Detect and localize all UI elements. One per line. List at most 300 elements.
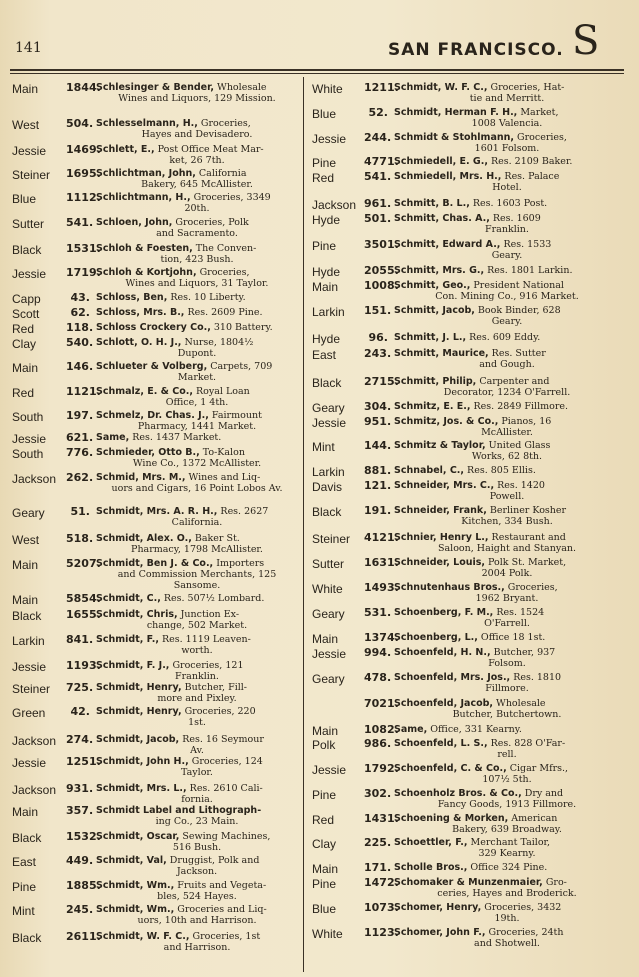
phone-number: 144.	[364, 439, 392, 452]
entry-line2: Fancy Goods, 1913 Fillmore.	[437, 799, 577, 810]
entry-text	[96, 756, 298, 778]
phone-number: 1211.	[364, 81, 399, 94]
entry-line1: Carpenter and	[476, 376, 550, 387]
entry-line1: Post Office Meat Mar-	[154, 144, 264, 155]
phone-number: 151.	[364, 304, 392, 317]
entry-line2: 20th.	[184, 203, 210, 214]
entry-line1: Importers	[213, 558, 265, 569]
entry-line1: Res. 1533	[500, 239, 552, 250]
exchange-name: Jessie	[312, 132, 347, 146]
entry-line2: Dupont.	[177, 348, 217, 359]
directory-entry	[308, 759, 628, 785]
phone-number: 1493.	[364, 581, 399, 594]
entry-text	[96, 880, 298, 902]
entry-line2: and Commission Merchants, 125 Sansome.	[117, 569, 277, 591]
subscriber-name: Schmidt, Wm.,	[96, 880, 175, 891]
exchange-name: Blue	[312, 107, 337, 121]
directory-entry	[308, 128, 628, 154]
phone-number: 1695.	[66, 167, 101, 180]
entry-text	[96, 432, 298, 443]
exchange-name: Jessie	[12, 267, 47, 281]
phone-number: 43.	[70, 291, 90, 304]
phone-number: 541.	[364, 170, 392, 183]
entry-text	[96, 361, 298, 383]
subscriber-name: Schmitt, J. L.,	[394, 332, 467, 343]
entry-line2: more and Pixley.	[157, 693, 237, 704]
entry-line1: Res. 609 Eddy.	[466, 332, 541, 343]
entry-line2: Jackson.	[176, 866, 218, 877]
exchange-name: Geary	[12, 506, 45, 520]
exchange-name: Jackson	[12, 472, 57, 486]
phone-number: 931.	[66, 782, 94, 795]
entry-line1: Groceries, Polk	[172, 217, 249, 228]
subscriber-name: Schoenfeld, C. & Co.,	[394, 763, 507, 774]
exchange-name: Red	[312, 171, 335, 185]
subscriber-name: Schlesselmann, H.,	[96, 118, 198, 129]
entry-text	[394, 763, 620, 785]
phone-number: 961.	[364, 197, 392, 210]
entry-line2: Av.	[190, 745, 204, 756]
entry-line1: Res. 1524	[493, 607, 545, 618]
subscriber-name: Schmitt, Chas. A.,	[394, 213, 490, 224]
directory-entry	[308, 412, 628, 438]
entry-line1: Market,	[517, 107, 559, 118]
entry-line2: 2004 Polk.	[481, 568, 533, 579]
entry-line1: California	[195, 168, 247, 179]
entry-line1: Res. 2609 Pine.	[184, 307, 263, 318]
directory-entry	[308, 476, 628, 502]
exchange-name: Main	[12, 593, 39, 607]
entry-line1: Groceries, 1st	[189, 931, 261, 942]
directory-entry	[8, 630, 300, 656]
directory-entry	[308, 209, 628, 235]
phone-number: 357.	[66, 804, 94, 817]
exchange-name: Scott	[12, 307, 40, 321]
subscriber-name: Schlueter & Volberg,	[96, 361, 208, 372]
entry-line1: Restaurant and	[488, 532, 566, 543]
directory-entry	[308, 301, 628, 327]
entry-text	[394, 557, 620, 579]
entry-line1: Royal Loan	[192, 386, 250, 397]
phone-number: 2715.	[364, 375, 399, 388]
entry-text	[96, 634, 298, 656]
entry-line1: Wholesale	[214, 82, 267, 93]
exchange-name: Hyde	[312, 213, 341, 227]
entry-text	[96, 217, 298, 239]
entry-line2: change, 502 Market.	[146, 620, 248, 631]
phone-number: 118.	[66, 321, 94, 334]
entry-line1: Gro-	[542, 877, 567, 888]
entry-line1: Groceries,	[196, 267, 250, 278]
entry-text	[394, 698, 620, 720]
entry-line1: The Conven-	[192, 243, 257, 254]
entry-line1: Fairmount	[208, 410, 262, 421]
directory-entry	[308, 923, 628, 949]
phone-number: 51.	[70, 505, 90, 518]
entry-text	[96, 292, 298, 303]
entry-line1: Groceries, 24th	[485, 927, 564, 938]
entry-text	[394, 837, 620, 859]
directory-entry	[8, 851, 300, 877]
phone-number: 197.	[66, 409, 94, 422]
exchange-name: Red	[312, 813, 335, 827]
entry-line1: Res. 10 Liberty.	[167, 292, 246, 303]
phone-number: 274.	[66, 733, 94, 746]
entry-text	[394, 132, 620, 154]
subscriber-name: Schmid, Mrs. M.,	[96, 472, 186, 483]
phone-number: 304.	[364, 400, 392, 413]
directory-entry	[8, 752, 300, 778]
entry-text	[96, 533, 298, 555]
directory-entry	[308, 372, 628, 398]
subscriber-name: Schmitz, E. E.,	[394, 401, 471, 412]
subscriber-name: Schomaker & Munzenmaier,	[394, 877, 543, 888]
subscriber-name: Schmidt, Oscar,	[96, 831, 180, 842]
section-letter: S	[572, 18, 600, 64]
entry-text	[394, 440, 620, 462]
entry-line2: tion, 423 Bush.	[160, 254, 234, 265]
directory-entry	[8, 554, 300, 591]
phone-number: 52.	[368, 106, 388, 119]
exchange-name: Jessie	[12, 660, 47, 674]
entry-text	[96, 593, 298, 604]
entry-line2: Pharmacy, 1441 Market.	[137, 421, 257, 432]
entry-line2: Powell.	[489, 491, 525, 502]
directory-entry	[8, 900, 300, 926]
phone-number: 1844.	[66, 81, 101, 94]
entry-line2: Taylor.	[181, 767, 213, 778]
phone-number: 1112.	[66, 191, 101, 204]
phone-number: 146.	[66, 360, 94, 373]
directory-entry	[8, 357, 300, 383]
subscriber-name: Schmidt, F.,	[96, 634, 159, 645]
entry-line1: American	[508, 813, 558, 824]
subscriber-name: Schmidt & Stohlmann,	[394, 132, 515, 143]
phone-number: 841.	[66, 633, 94, 646]
subscriber-name: Schmidt, C.,	[96, 593, 161, 604]
phone-number: 1885.	[66, 879, 101, 892]
entry-line2: fornia.	[181, 794, 213, 805]
subscriber-name: Schmidt, Ben J. & Co.,	[96, 558, 214, 569]
entry-text	[394, 480, 620, 502]
phone-number: 994.	[364, 646, 392, 659]
exchange-name: Polk	[312, 738, 336, 752]
entry-line1: Groceries, 121	[169, 660, 244, 671]
phone-number: 1123.	[364, 926, 399, 939]
exchange-name: Main	[312, 280, 339, 294]
phone-number: 776.	[66, 446, 94, 459]
subscriber-name: Scholle Bros.,	[394, 862, 468, 873]
entry-text	[394, 239, 620, 261]
exchange-name: East	[312, 348, 337, 362]
exchange-name: Black	[12, 609, 42, 623]
entry-line2: 1601 Folsom.	[474, 143, 540, 154]
directory-entry	[308, 694, 628, 720]
exchange-name: Pine	[312, 788, 337, 802]
phone-number: 96.	[368, 331, 388, 344]
phone-number: 7021.	[364, 697, 399, 710]
entry-text	[394, 332, 620, 343]
entry-line1: To-Kalon	[199, 447, 245, 458]
entry-line2: 516 Bush.	[172, 842, 222, 853]
directory-entry	[308, 78, 628, 104]
entry-line2: Works, 62 8th.	[471, 451, 543, 462]
phone-number: 1374.	[364, 631, 399, 644]
entry-text	[96, 243, 298, 265]
subscriber-name: Schneider, Mrs. C.,	[394, 480, 495, 491]
subscriber-name: Schoenfeld, L. S.,	[394, 738, 488, 749]
phone-number: 1719.	[66, 266, 101, 279]
entry-line2: McAllister.	[481, 427, 533, 438]
exchange-name: Black	[312, 376, 342, 390]
entry-line1: Res. 828 O'Far-	[487, 738, 566, 749]
entry-line1: Res. Sutter	[488, 348, 546, 359]
phone-number: 501.	[364, 212, 392, 225]
subscriber-name: Schmidt, Wm.,	[96, 904, 175, 915]
phone-number: 621.	[66, 431, 94, 444]
directory-entry	[8, 443, 300, 469]
entry-line2: tie and Merritt.	[469, 93, 545, 104]
exchange-name: Clay	[312, 837, 337, 851]
entry-text	[394, 647, 620, 669]
entry-text	[96, 831, 298, 853]
subscriber-name: Schloen, John,	[96, 217, 173, 228]
entry-line2: ceries, Hayes and Broderick.	[437, 888, 577, 899]
exchange-name: South	[12, 447, 44, 461]
entry-line2: Wine Co., 1372 McAllister.	[132, 458, 262, 469]
exchange-name: Geary	[312, 672, 345, 686]
entry-line1: Wholesale	[493, 698, 546, 709]
entry-text	[96, 682, 298, 704]
entry-line1: Res. 2849 Fillmore.	[470, 401, 569, 412]
subscriber-name: Schmitt, Mrs. G.,	[394, 265, 485, 276]
entry-line2: Bakery, 645 McAllister.	[141, 179, 253, 190]
entry-text	[96, 506, 298, 528]
subscriber-name: Schoenberg, L.,	[394, 632, 478, 643]
entry-text	[394, 82, 620, 104]
entry-line1: Groceries,	[197, 118, 251, 129]
entry-text	[394, 465, 620, 476]
exchange-name: White	[312, 82, 343, 96]
phone-number: 302.	[364, 787, 392, 800]
entry-text	[394, 348, 620, 370]
directory-entry	[308, 167, 628, 193]
entry-line1: 310 Battery.	[210, 322, 273, 333]
directory-entry	[308, 734, 628, 760]
directory-entry	[8, 188, 300, 214]
entry-line1: Pianos, 16	[498, 416, 552, 427]
entry-text	[96, 609, 298, 631]
exchange-name: Mint	[12, 904, 35, 918]
subscriber-name: Schoenfeld, Mrs. Jos.,	[394, 672, 511, 683]
entry-line1: Res. 1420	[494, 480, 545, 491]
exchange-name: Steiner	[312, 532, 351, 546]
subscriber-name: Schmidt, Mrs. A. R. H.,	[96, 506, 218, 517]
directory-entry	[308, 603, 628, 629]
entry-line2: Decorator, 1234 O'Farrell.	[443, 387, 571, 398]
subscriber-name: Schloh & Kortjohn,	[96, 267, 197, 278]
exchange-name: Jessie	[12, 144, 47, 158]
entry-text	[394, 532, 620, 554]
subscriber-name: Schomer, John F.,	[394, 927, 486, 938]
directory-entry	[308, 668, 628, 694]
exchange-name: Pine	[312, 239, 337, 253]
entry-text	[394, 305, 620, 327]
subscriber-name: Schmelz, Dr. Chas. J.,	[96, 410, 209, 421]
subscriber-name: Schoenberg, F. M.,	[394, 607, 494, 618]
entry-line2: Saloon, Haight and Stanyan.	[438, 543, 576, 554]
entry-line2: bles, 524 Hayes.	[157, 891, 237, 902]
subscriber-name: Schlichtmann, H.,	[96, 192, 191, 203]
entry-line1: Polk St. Market,	[485, 557, 567, 568]
phone-number: 449.	[66, 854, 94, 867]
exchange-name: Capp	[12, 292, 41, 306]
subscriber-name: Schoening & Morken,	[394, 813, 509, 824]
entry-text	[96, 386, 298, 408]
entry-text	[96, 267, 298, 289]
entry-line1: Res. 2610 Cali-	[186, 783, 263, 794]
entry-line2: Fillmore.	[485, 683, 529, 694]
entry-line2: Butcher, Butchertown.	[452, 709, 562, 720]
exchange-name: Main	[12, 558, 39, 572]
entry-line1: Berliner Kosher	[486, 505, 567, 516]
exchange-name: Main	[12, 805, 39, 819]
entry-text	[96, 706, 298, 728]
entry-line2: and Gough.	[479, 359, 535, 370]
entry-line1: Nurse, 1804½	[181, 337, 254, 348]
phone-number: 1073.	[364, 901, 399, 914]
directory-entry	[308, 501, 628, 527]
subscriber-name: Schloss, Ben,	[96, 292, 168, 303]
exchange-name: Geary	[312, 607, 345, 621]
entry-line1: Res. 805 Ellis.	[464, 465, 536, 476]
entry-line1: Fruits and Vegeta-	[174, 880, 267, 891]
directory-entry	[308, 873, 628, 899]
entry-text	[394, 927, 620, 949]
phone-number: 5854.	[66, 592, 101, 605]
entry-text	[394, 788, 620, 810]
entry-line1: Res. Palace	[501, 171, 560, 182]
exchange-name: Black	[12, 243, 42, 257]
entry-line2: worth.	[181, 645, 213, 656]
entry-line1: Butcher, 937	[490, 647, 556, 658]
exchange-name: Pine	[312, 877, 337, 891]
entry-line2: Wines and Liquors, 129 Mission.	[118, 93, 276, 104]
entry-text	[394, 156, 620, 167]
subscriber-name: Schlichtman, John,	[96, 168, 196, 179]
subscriber-name: Schmidt, John H.,	[96, 756, 189, 767]
entry-text	[96, 931, 298, 953]
phone-number: 42.	[70, 705, 90, 718]
phone-number: 1008.	[364, 279, 399, 292]
exchange-name: Main	[12, 82, 39, 96]
entry-line2: 329 Kearny.	[478, 848, 536, 859]
exchange-name: Blue	[12, 192, 37, 206]
entry-line1: Groceries,	[514, 132, 567, 143]
subscriber-name: Schlott, O. H. J.,	[96, 337, 182, 348]
phone-number: 1082.	[364, 723, 399, 736]
entry-text	[394, 877, 620, 899]
directory-entry	[308, 436, 628, 462]
entry-line2: Geary.	[491, 316, 523, 327]
entry-text	[394, 672, 620, 694]
subscriber-name: Schmidt, Alex. O.,	[96, 533, 192, 544]
exchange-name: East	[12, 855, 37, 869]
entry-text	[96, 82, 298, 104]
subscriber-name: Schmidt, W. F. C.,	[96, 931, 190, 942]
exchange-name: White	[312, 582, 343, 596]
directory-entry	[8, 678, 300, 704]
exchange-name: Jessie	[312, 647, 347, 661]
directory-entry	[8, 529, 300, 555]
directory-entry	[8, 801, 300, 827]
phone-number: 986.	[364, 737, 392, 750]
entry-line1: Groceries, 3349	[190, 192, 271, 203]
entry-text	[96, 855, 298, 877]
subscriber-name: Schmitt, B. L.,	[394, 198, 470, 209]
phone-number: 540.	[66, 336, 94, 349]
entry-line2: Office, 1 4th.	[165, 397, 229, 408]
phone-number: 951.	[364, 415, 392, 428]
directory-entry	[8, 702, 300, 728]
phone-number: 2055.	[364, 264, 399, 277]
entry-line2: 19th.	[494, 913, 520, 924]
exchange-name: Main	[12, 361, 39, 375]
directory-entry	[8, 213, 300, 239]
subscriber-name: Schmitt, Philip,	[394, 376, 477, 387]
subscriber-name: Schmidt Label and Lithograph-	[96, 805, 262, 816]
phone-number: 121.	[364, 479, 392, 492]
exchange-name: Davis	[312, 480, 343, 494]
entry-line1: Office, 331 Kearny.	[427, 724, 522, 735]
entry-line1: Groceries, Hat-	[487, 82, 565, 93]
phone-number: 518.	[66, 532, 94, 545]
subscriber-name: Schmitz & Taylor,	[394, 440, 486, 451]
subscriber-name: Schnabel, C.,	[394, 465, 465, 476]
entry-line2: Hotel.	[492, 182, 522, 193]
directory-entry	[308, 344, 628, 370]
entry-line1: United Glass	[485, 440, 551, 451]
entry-text	[96, 805, 298, 827]
phone-number: 191.	[364, 504, 392, 517]
subscriber-name: Schmidt, Val,	[96, 855, 167, 866]
directory-entry	[308, 528, 628, 554]
phone-number: 3501.	[364, 238, 399, 251]
subscriber-name: Schneider, Louis,	[394, 557, 486, 568]
phone-number: 4121.	[364, 531, 399, 544]
exchange-name: Jessie	[12, 432, 47, 446]
entry-line1: Office 324 Pine.	[467, 862, 548, 873]
subscriber-name: Schoenholz Bros. & Co.,	[394, 788, 522, 799]
entry-text	[96, 307, 298, 318]
entry-line2: and Harrison.	[163, 942, 231, 953]
subscriber-name: Schmidt, Herman F. H.,	[394, 107, 518, 118]
entry-text	[394, 862, 620, 873]
page-number: 141	[15, 40, 42, 56]
directory-entry	[8, 164, 300, 190]
subscriber-name: Schoenfeld, H. N.,	[394, 647, 491, 658]
directory-entry	[308, 553, 628, 579]
subscriber-name: Same,	[394, 724, 428, 735]
entry-line1: Book Binder, 628	[474, 305, 561, 316]
subscriber-name: Schneider, Frank,	[394, 505, 487, 516]
exchange-name: Red	[12, 322, 35, 336]
directory-entry	[308, 643, 628, 669]
entry-line2: and Sacramento.	[156, 228, 238, 239]
subscriber-name: Schmidt, Henry,	[96, 682, 182, 693]
exchange-name: Geary	[312, 401, 345, 415]
entry-line1: Res. 16 Seymour	[179, 734, 264, 745]
